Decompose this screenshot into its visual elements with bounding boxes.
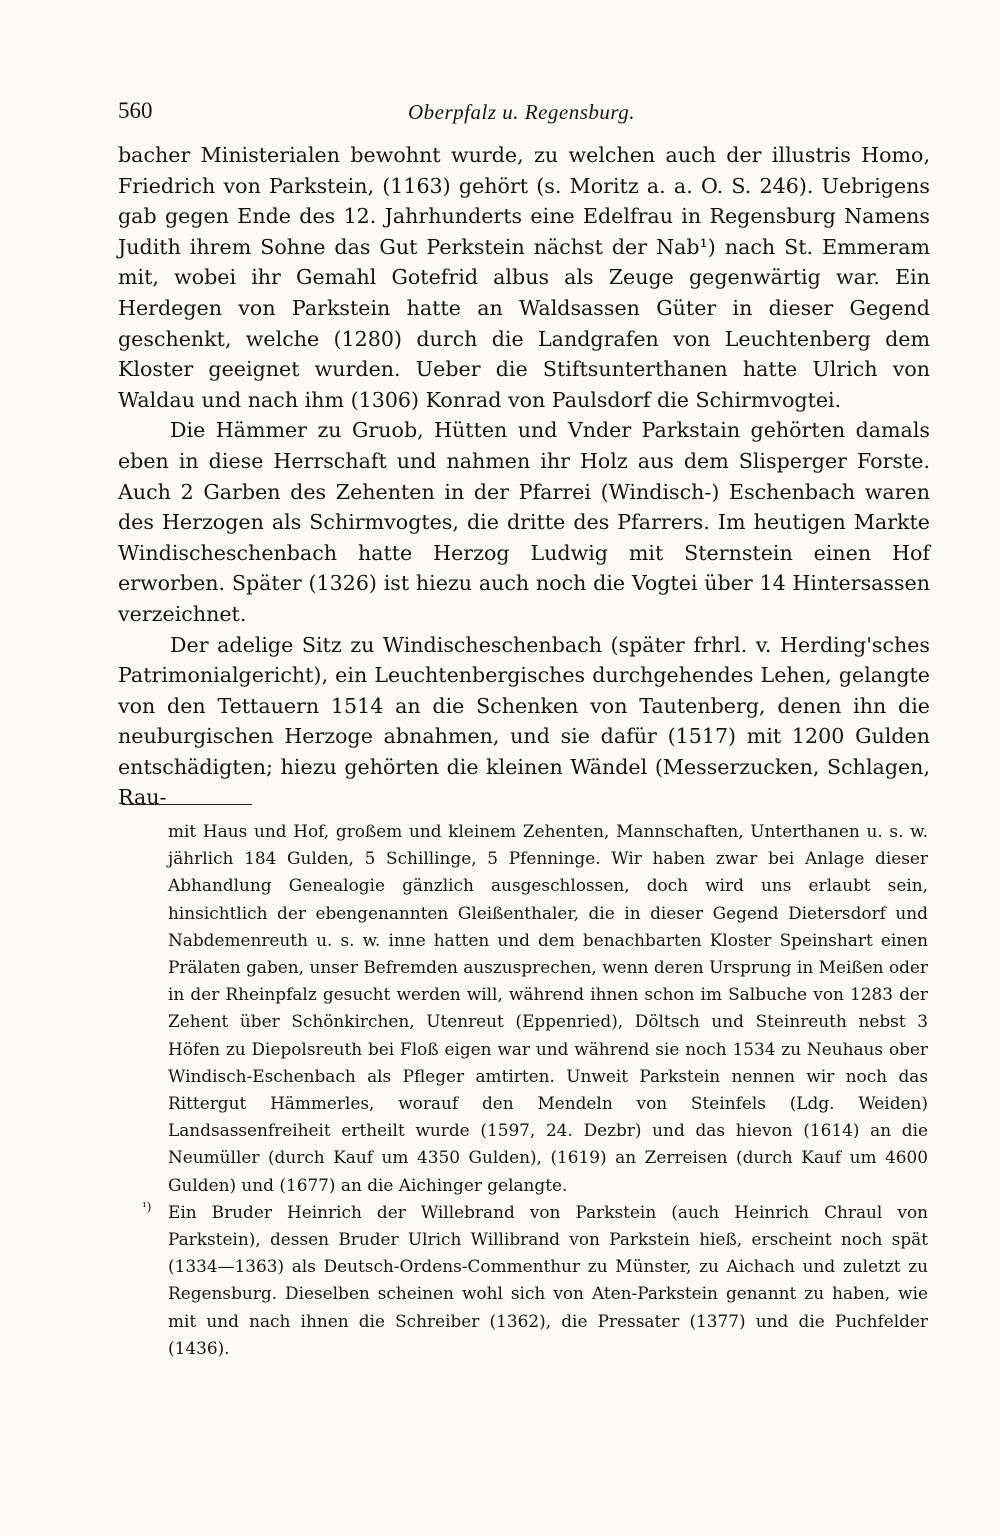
main-text — [118, 140, 930, 813]
footnote-divider — [122, 804, 252, 805]
running-title: Oberpfalz u. Regensburg. — [408, 100, 636, 124]
body-paragraph-1: bacher Ministerialen bewohnt wurde, zu welchen auch der illustris Homo, Friedrich von Parkstein, (1163) gehört (s. Moritz a. a. O. S. 246). Uebrigens gab gegen Ende des 12. Jahrhunderts eine Edelfrau in Regensburg Namens Judith ihrem Sohne das Gut Perkstein nächst der Nab¹) nach St. Emmeram mit, wobei ihr Gemahl Gotefrid albus als Zeuge gegenwärtig war. Ein Herdegen von Parkstein hatte an Waldsassen Güter in dieser Gegend geschenkt, welche (1280) durch die Landgrafen von Leuchtenberg dem Kloster geeignet wurden. Ueber die Stiftsunterthanen hatte Ulrich von Waldau und nach ihm (1306) Konrad von Paulsdorf die Schirmvogtei. — [118, 143, 930, 412]
body-paragraph-3: Der adelige Sitz zu Windischeschenbach (später frhrl. v. Herding'sches Patrimonialgericht), ein Leuchtenbergisches durchgehendes Lehen, gelangte von den Tettauern 1514 an die Schenken von Tautenberg, denen ihn die neuburgischen Herzoge abnahmen, und sie dafür (1517) mit 1200 Gulden entschädigten; hiezu gehörten die kleinen Wändel (Messerzucken, Schlagen, Rau- — [118, 632, 930, 810]
footnote-1-text: Ein Bruder Heinrich der Willebrand von Parkstein (auch Heinrich Chraul von Parkstein), dessen Bruder Ulrich Willibrand von Parkstein hieß, erscheint noch spät (1334—1363) als Deutsch-Ordens-Commenthur zu Münster, zu Aichach und zuletzt zu Regensburg. Dieselben scheinen wohl sich von Aten-Parkstein genannt zu haben, wie mit und nach ihnen die Schreiber (1362), die Pressater (1377) und die Puchfelder (1436). — [168, 1201, 928, 1358]
page-number: 560 — [118, 98, 153, 123]
footnote-continuation: mit Haus und Hof, großem und kleinem Zehenten, Mannschaften, Unterthanen u. s. w. jährlich 184 Gulden, 5 Schillinge, 5 Pfenninge. Wir haben zwar bei Anlage dieser Abhandlung Genealogie gänzlich ausgeschlossen, doch wird uns erlaubt sein, hinsichtlich der ebengenannten Gleißenthaler, die in dieser Gegend Dietersdorf und Nabdemenreuth u. s. w. inne hatten und dem benachbarten Kloster Speinshart einen Prälaten gaben, unser Befremden auszusprechen, wenn deren Ursprung in Meißen oder in der Rheinpfalz gesucht werden will, während ihnen schon im Salbuche von 1283 der Zehent über Schönkirchen, Utenreut (Eppenried), Döltsch und Steinreuth nebst 3 Höfen zu Diepolsreuth bei Floß eigen war und während sie noch 1534 zu Neuhaus ober Windisch-Eschenbach als Pfleger amtirten. Unweit Parkstein nennen wir noch das Rittergut Hämmerles, worauf den Mendeln von Steinfels (Ldg. Weiden) Landsassenfreiheit ertheilt wurde (1597, 24. Dezbr) und das hievon (1614) an die Neumüller (durch Kauf um 4350 Gulden), (1619) an Zerreisen (durch Kauf um 4600 Gulden) und (1677) an die Aichinger gelangte. — [168, 821, 928, 1195]
footnote-1 — [142, 1199, 928, 1362]
footnote-1-marker: ¹) — [142, 1199, 152, 1214]
body-paragraph-2: Die Hämmer zu Gruob, Hütten und Vnder Parkstain gehörten damals eben in diese Herrschaft und nahmen ihr Holz aus dem Slisperger Forste. Auch 2 Garben des Zehenten in der Pfarrei (Windisch-) Eschenbach waren des Herzogen als Schirmvogtes, die dritte des Pfarrers. Im heutigen Markte Windischeschenbach hatte Herzog Ludwig mit Sternstein einen Hof erworben. Später (1326) ist hiezu auch noch die Vogtei über 14 Hintersassen verzeichnet. — [118, 418, 930, 626]
footnotes — [142, 818, 928, 1362]
running-head — [118, 96, 930, 130]
